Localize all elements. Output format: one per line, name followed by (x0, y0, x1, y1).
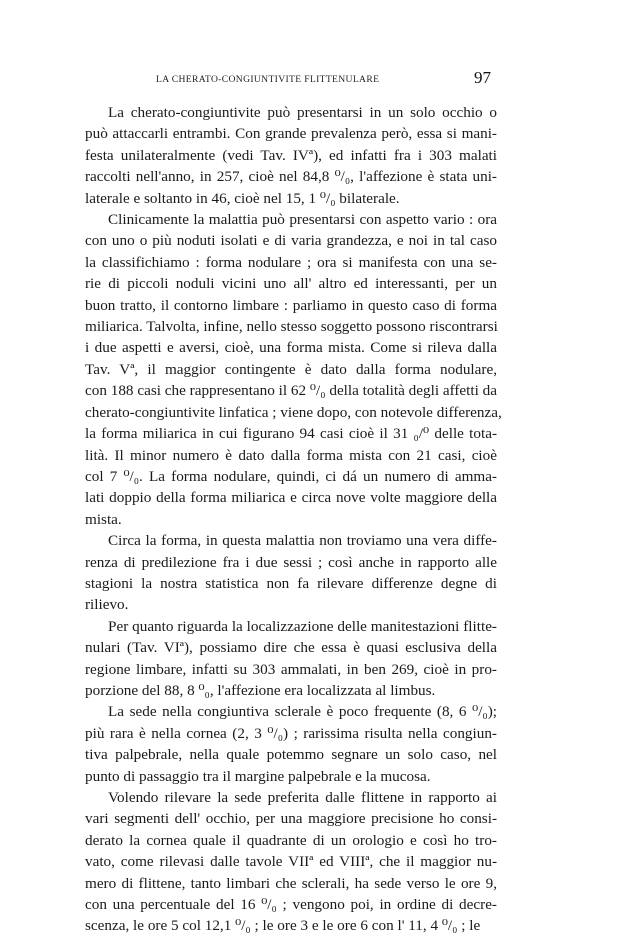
text-line: la forma miliarica in cui figurano 94 casi cioè il 31 ₀/⁰ delle tota- (85, 425, 497, 443)
text-line: mero di flittene, tanto limbari che sclerali, ha sede verso le ore 9, (85, 874, 497, 892)
text-line: Volendo rilevare la sede preferita dalle flittene in rapporto ai (108, 789, 497, 806)
text-line: Clinicamente la malattia può presentarsi con aspetto vario : ora (108, 211, 497, 229)
text-line: i due aspetti e aversi, cioè, una forma mista. Come si rileva dalla (85, 339, 497, 357)
text-line: festa unilateralmente (vedi Tav. IVª), ed infatti fra i 303 malati (85, 146, 497, 164)
text-line: con una percentuale del 16 ⁰/₀ ; vengono poi, in ordine di decre- (85, 896, 497, 914)
text-line: rilievo. (85, 596, 129, 614)
text-line: La sede nella congiuntiva sclerale è poco frequente (8, 6 ⁰/₀); (108, 703, 497, 721)
text-line: lati doppio della forma miliarica e circa nove volte maggiore della (85, 489, 497, 507)
text-line: punto di passaggio tra il margine palpebrale e la mucosa. (85, 767, 431, 785)
text-line: buon tratto, il contorno limbare : parliamo in questo caso di forma (85, 296, 497, 314)
page-number: 97 (474, 68, 491, 87)
text-line: Circa la forma, in questa malattia non troviamo una vera diffe- (108, 532, 497, 550)
paragraph (85, 701, 497, 787)
text-line: col 7 ⁰/₀. La forma nodulare, quindi, ci dá un numero di amma- (85, 467, 497, 485)
text-line: renza di predilezione fra i due sessi ; così anche in rapporto alle (85, 553, 497, 571)
text-line: vato, come rilevasi dalle tavole VIIª ed VIIIª, che il maggior nu- (85, 853, 497, 871)
text-line: rie di piccoli noduli vicini uno all' altro ed interessanti, per un (85, 275, 497, 293)
body-text (85, 102, 502, 937)
text-line: porzione del 88, 8 ⁰₀, l'affezione era localizzata al limbus. (85, 681, 436, 699)
text-line: stagioni la nostra statistica non fa rilevare differenze degne di (85, 574, 497, 592)
text-line: la classifichiamo : forma nodulare ; ora si manifesta con una se- (85, 253, 497, 271)
text-line: miliarica. Talvolta, infine, nello stesso soggetto possono riscontrarsi (85, 318, 498, 336)
text-line: laterale e soltanto in 46, cioè nel 15, 1 ⁰/₀ bilaterale. (85, 189, 400, 207)
text-line: tiva palpebrale, nella quale potemmo segnare un solo caso, nel (85, 746, 497, 764)
text-line: può attaccarli entrambi. Con grande prevalenza però, essa si mani- (85, 125, 497, 143)
text-line: con 188 casi che rappresentano il 62 ⁰/₀ della totalità degli affetti da (85, 382, 497, 400)
paragraph (85, 102, 497, 209)
paragraph (85, 209, 502, 530)
text-line: più rara è nella cornea (2, 3 ⁰/₀) ; rarissima risulta nella congiun- (85, 724, 497, 742)
text-line: regione limbare, infatti su 303 ammalati, in ben 269, cioè in pro- (85, 660, 497, 678)
text-line: Tav. Vª, il maggior contingente è dato dalla forma nodulare, (85, 360, 497, 378)
text-line: nulari (Tav. VIª), possiamo dire che essa è quasi esclusiva della (85, 639, 497, 657)
paragraph (85, 616, 497, 702)
text-line: La cherato-congiuntivite può presentarsi in un solo occhio o (108, 104, 497, 121)
text-line: scenza, le ore 5 col 12,1 ⁰/₀ ; le ore 3 e le ore 6 con l' 11, 4 ⁰/₀ ; le (85, 917, 481, 935)
text-line: vari segmenti dell' occhio, per una maggiore precisione ho consi- (85, 810, 497, 828)
paragraph (85, 787, 497, 937)
paragraph (85, 530, 497, 616)
running-head-title: LA CHERATO-CONGIUNTIVITE FLITTENULARE (156, 74, 380, 85)
text-line: con uno o più noduti isolati e di varia grandezza, e noi in tal caso (85, 232, 497, 250)
text-line: cherato-congiuntivite linfatica ; viene dopo, con notevole differenza, (85, 403, 502, 421)
running-head (0, 68, 630, 92)
text-line: mista. (85, 510, 122, 528)
text-line: Per quanto riguarda la localizzazione delle manitestazioni flitte- (108, 617, 497, 635)
text-line: lità. Il minor numero è dato dalla forma mista con 21 casi, cioè (85, 446, 497, 464)
text-line: derato la cornea quale il quadrante di un orologio e così ho tro- (85, 831, 497, 849)
text-line: raccolti nell'anno, in 257, cioè nel 84,8 ⁰/₀, l'affezione è stata uni- (85, 168, 497, 186)
